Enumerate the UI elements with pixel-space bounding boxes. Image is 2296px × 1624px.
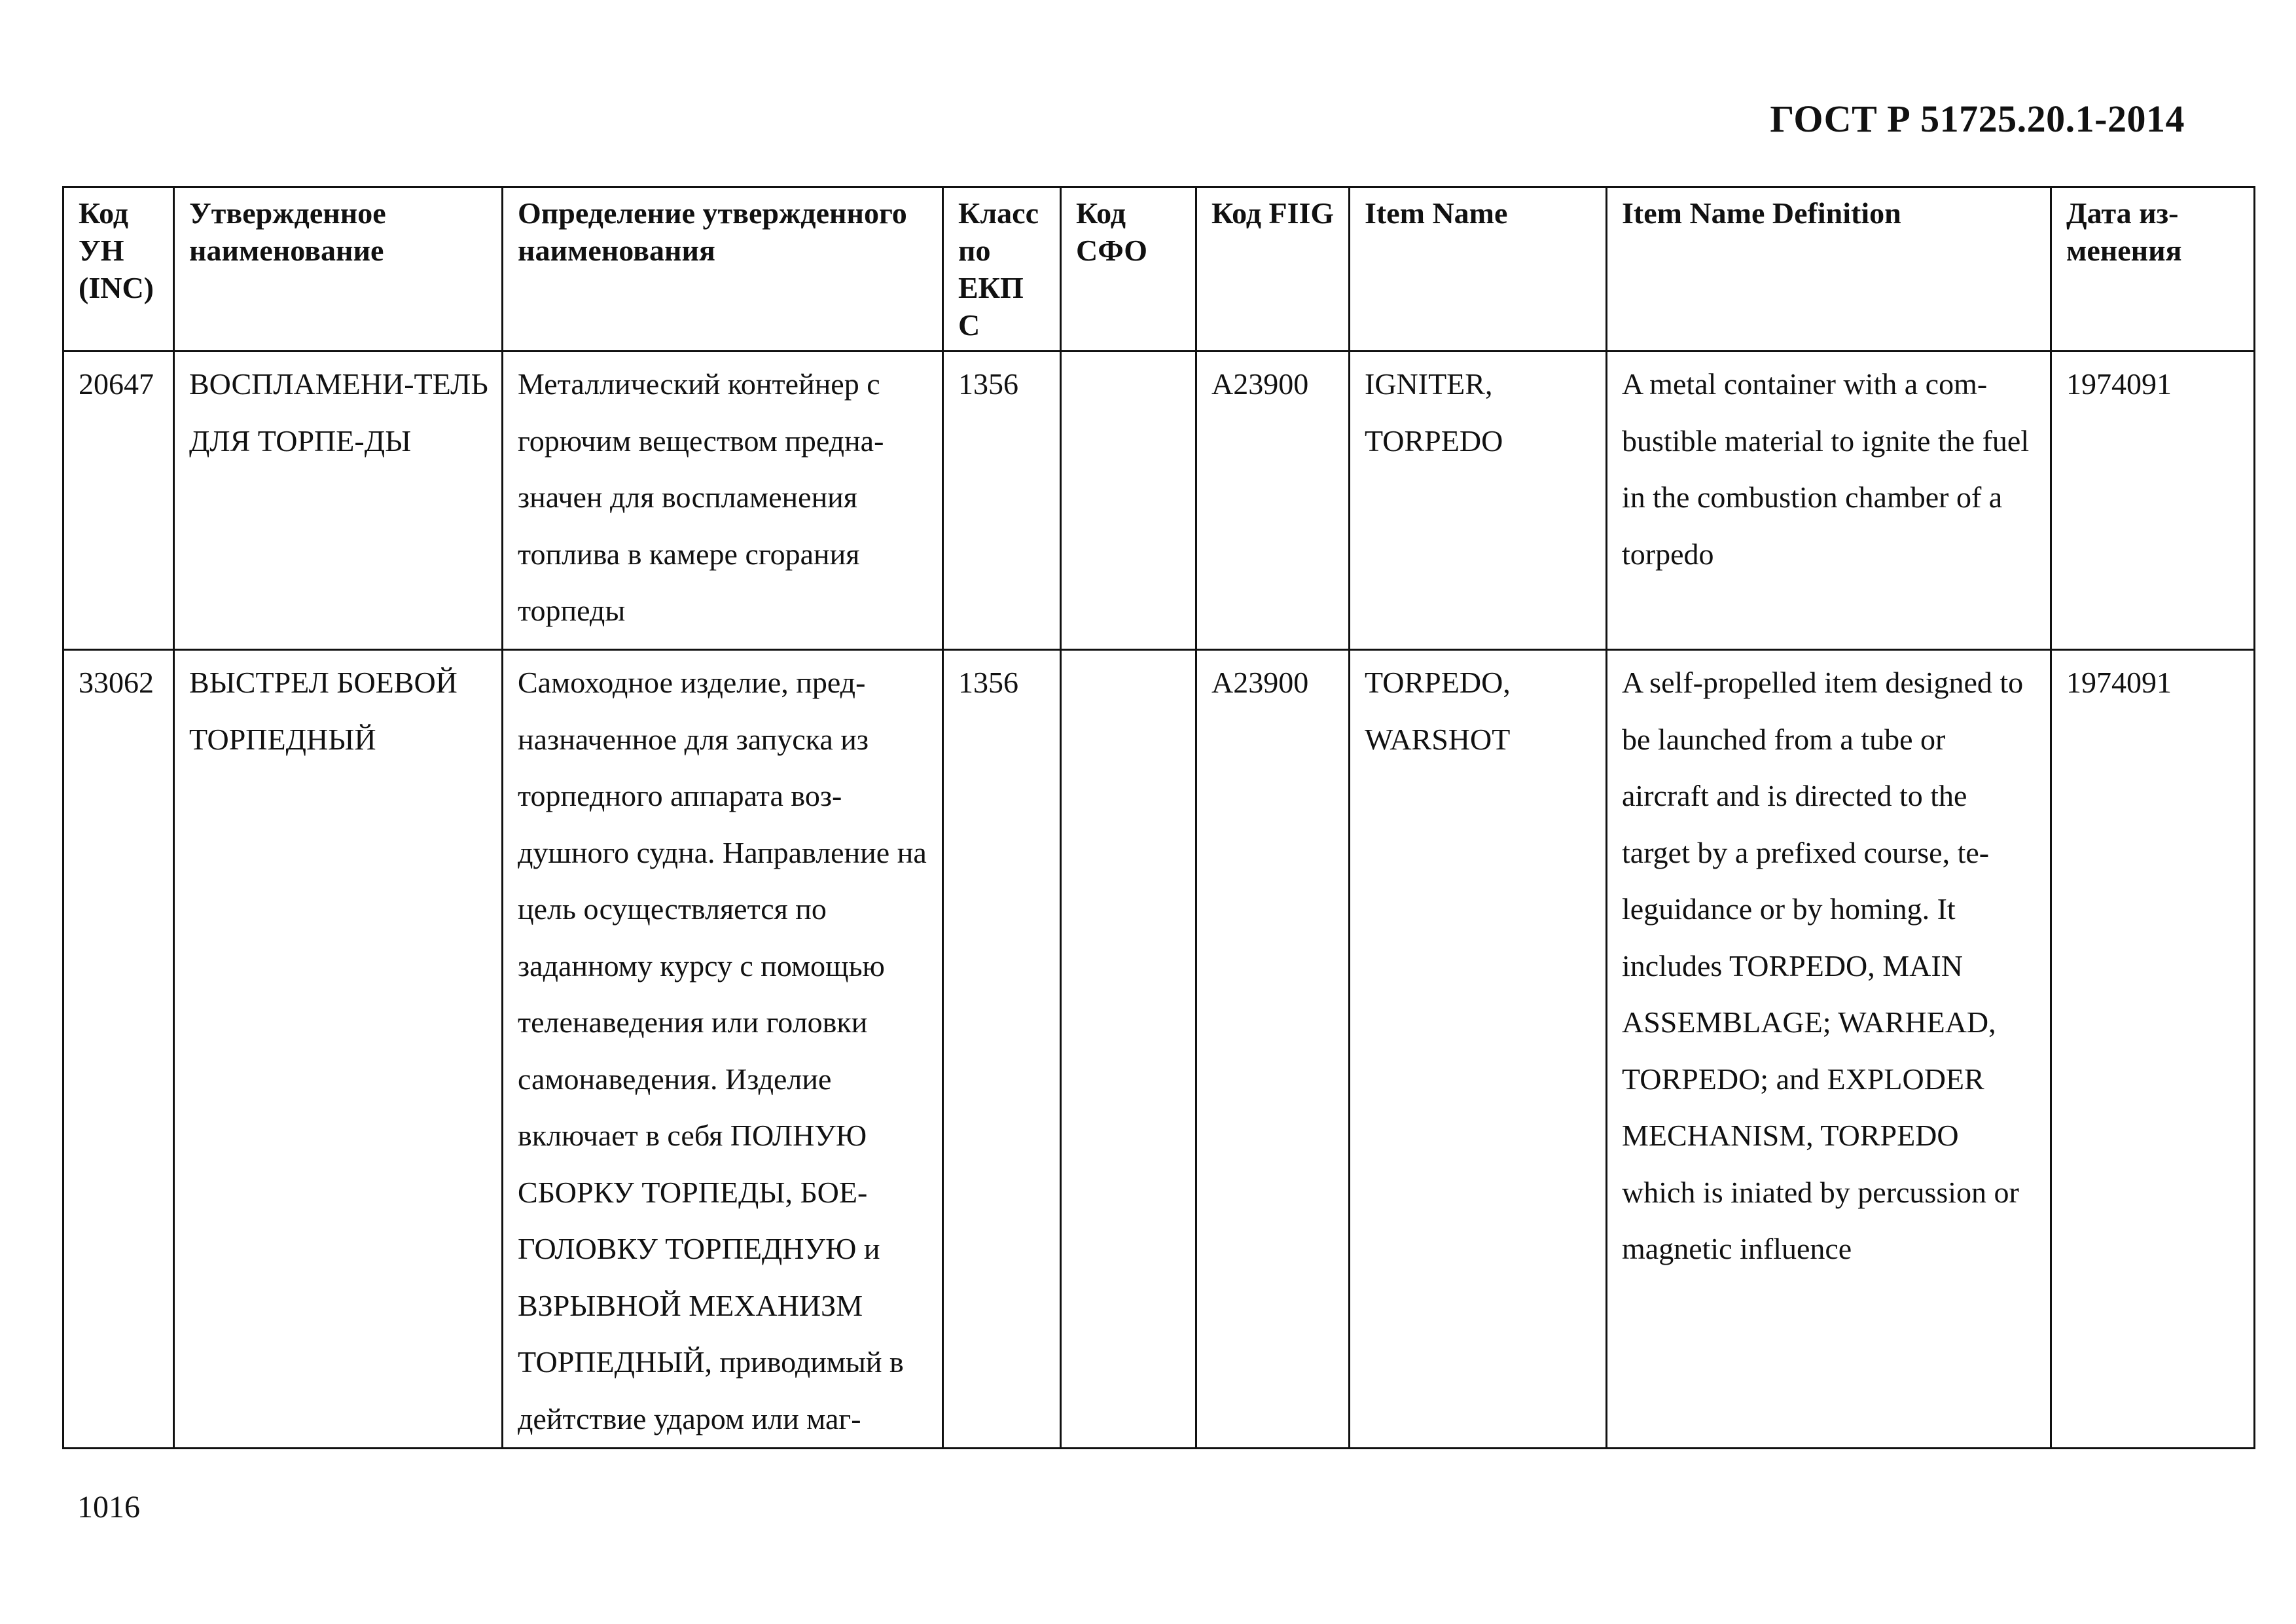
cell-item-name: TORPEDO, WARSHOT	[1350, 650, 1607, 1449]
col-header-item-name: Item Name	[1350, 187, 1607, 352]
cell-sfo	[1061, 650, 1196, 1449]
cell-definition: Самоходное изделие, пред-назначенное для запуска из торпедного аппарата воз-душного судна. Направление на цель осуществляется по заданному курсу с помощью теленаведения или головки самонаведения. Изделие включает в себя ПОЛНУЮ СБОРКУ ТОРПЕДЫ, БОЕ-ГОЛОВКУ ТОРПЕДНУЮ и ВЗРЫВНОЙ МЕХАНИЗМ ТОРПЕДНЫЙ, приводимый в дейтствие ударом или маг-	[503, 650, 943, 1449]
document-code: ГОСТ Р 51725.20.1-2014	[1770, 98, 2185, 140]
table-row	[63, 650, 2255, 1449]
cell-fiig: A23900	[1196, 352, 1350, 650]
col-header-fiig: Код FIIG	[1196, 187, 1350, 352]
col-header-inc: Код УН (INC)	[63, 187, 174, 352]
cell-sfo	[1061, 352, 1196, 650]
table-row	[63, 352, 2255, 650]
cell-item-name-definition: A self-propelled item designed to be launched from a tube or aircraft and is directed to the target by a prefixed course, te-leguidance or by homing. It includes TORPEDO, MAIN ASSEMBLAGE; WARHEAD, TORPEDO; and EXPLODER MECHANISM, TORPEDO which is iniated by percussion or magnetic influence	[1607, 650, 2051, 1449]
item-names-table	[62, 186, 2255, 1449]
col-header-class: Класс по ЕКП С	[943, 187, 1061, 352]
cell-approved-name: ВЫСТРЕЛ БОЕВОЙ ТОРПЕДНЫЙ	[174, 650, 503, 1449]
cell-inc: 20647	[63, 352, 174, 650]
cell-class: 1356	[943, 650, 1061, 1449]
cell-definition: Металлический контейнер с горючим веществом предна-значен для воспламенения топлива в камере сгорания торпеды	[503, 352, 943, 650]
col-header-sfo: Код СФО	[1061, 187, 1196, 352]
col-header-item-name-definition: Item Name Definition	[1607, 187, 2051, 352]
cell-inc: 33062	[63, 650, 174, 1449]
cell-item-name: IGNITER, TORPEDO	[1350, 352, 1607, 650]
table-header-row	[63, 187, 2255, 352]
cell-class: 1356	[943, 352, 1061, 650]
cell-change-date: 1974091	[2051, 650, 2255, 1449]
col-header-change-date: Дата из-менения	[2051, 187, 2255, 352]
col-header-definition: Определение утвержденного наименования	[503, 187, 943, 352]
page-number: 1016	[77, 1490, 140, 1525]
cell-approved-name: ВОСПЛАМЕНИ-ТЕЛЬ ДЛЯ ТОРПЕ-ДЫ	[174, 352, 503, 650]
cell-fiig: A23900	[1196, 650, 1350, 1449]
cell-change-date: 1974091	[2051, 352, 2255, 650]
col-header-approved-name: Утвержденное наименование	[174, 187, 503, 352]
cell-item-name-definition: A metal container with a com-bustible material to ignite the fuel in the combustion chamber of a torpedo	[1607, 352, 2051, 650]
